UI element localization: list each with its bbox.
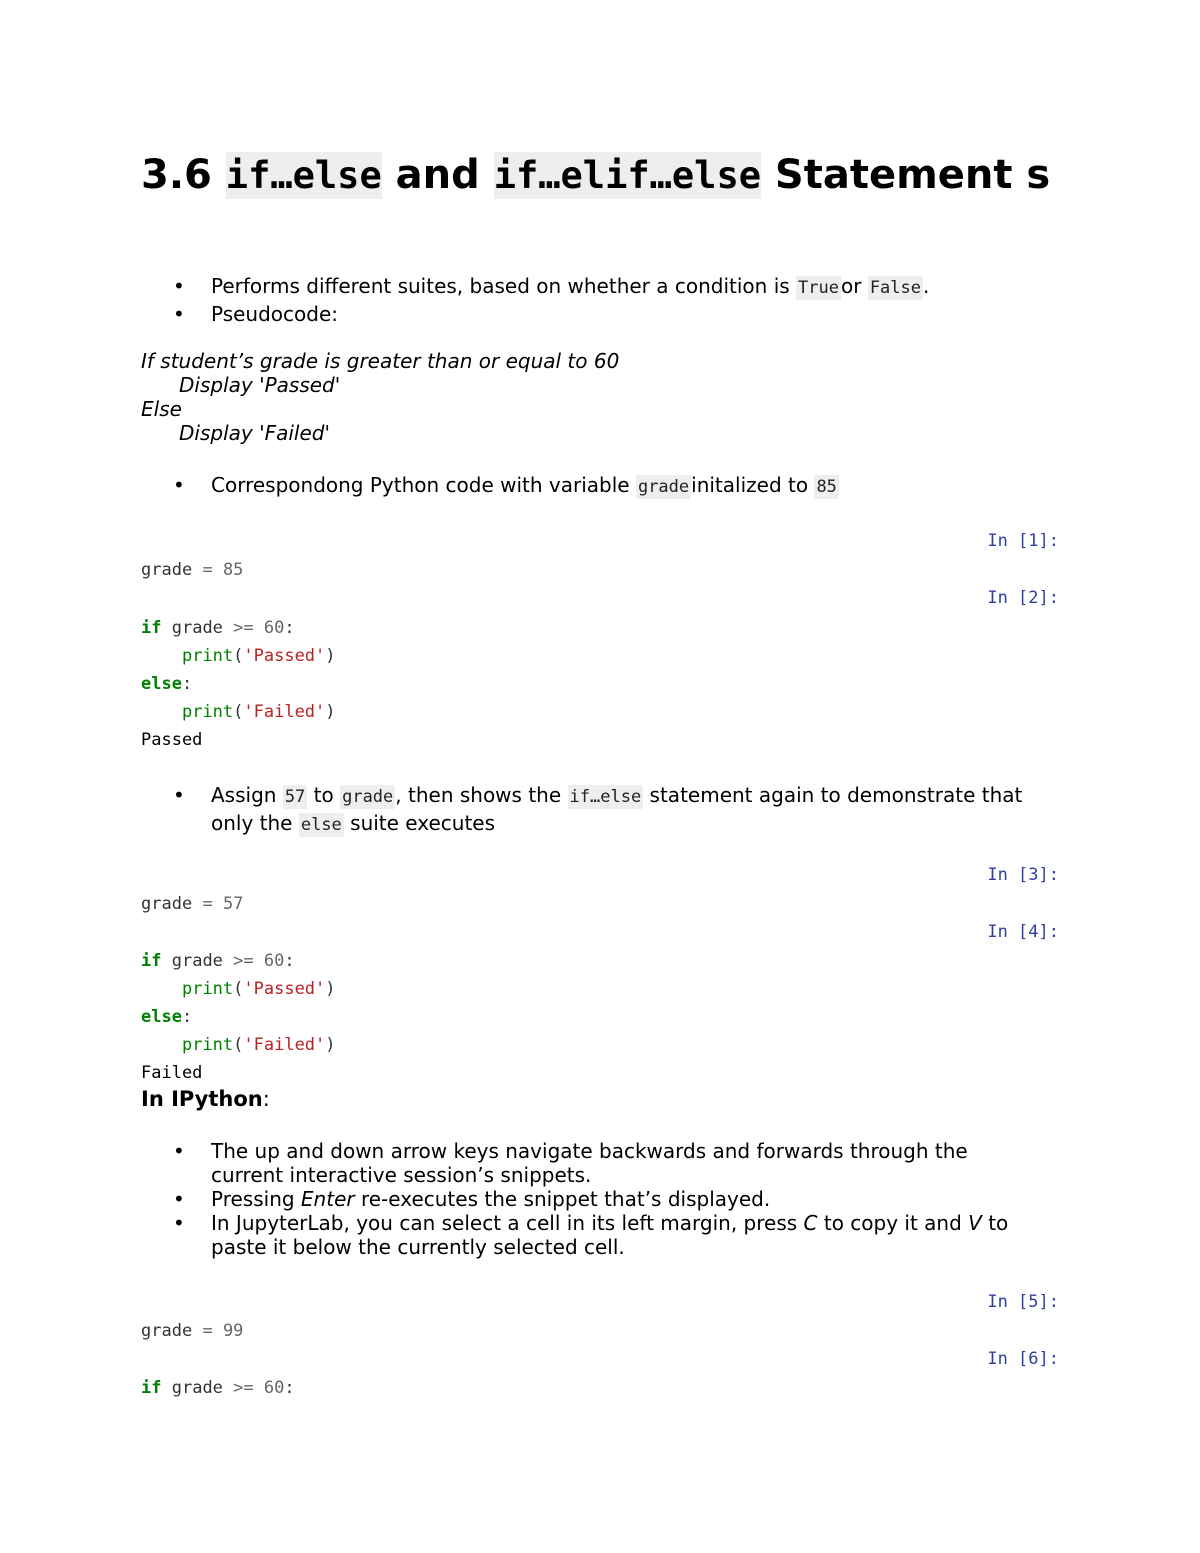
cell-prompt: In [6]:	[987, 1349, 1059, 1369]
assign-list	[141, 782, 1041, 838]
cell-prompt: In [4]:	[987, 922, 1059, 942]
section-heading: In IPython:	[141, 1087, 270, 1111]
python-code-list	[141, 473, 1041, 499]
list-item: • Pressing Enter re-executes the snippet that’s displayed.	[141, 1187, 1041, 1211]
list-item: • The up and down arrow keys navigate backwards and forwards through the current interactive session’s snippets.	[141, 1139, 1041, 1187]
list-item: • In JupyterLab, you can select a cell in its left margin, press C to copy it and V to paste it below the currently selected cell.	[141, 1211, 1041, 1259]
cell-prompt: In [1]:	[987, 531, 1059, 551]
code-cell[interactable]: grade = 57	[141, 894, 244, 914]
pseudocode-line: Else	[141, 397, 182, 421]
cell-output: Failed	[141, 1063, 203, 1083]
cell-prompt: In [2]:	[987, 588, 1059, 608]
cell-prompt: In [3]:	[987, 865, 1059, 885]
page-title: 3.6 if…else and if…elif…else Statement s	[141, 152, 1051, 198]
list-item: • Correspondong Python code with variable grade initalized to 85	[141, 473, 1041, 499]
list-item: • Performs different suites, based on whether a condition is True or False .	[141, 274, 1041, 300]
pseudocode-line: Display 'Failed'	[179, 421, 330, 445]
intro-list	[141, 274, 1041, 326]
list-item: • Assign 57 to grade , then shows the if…else statement again to demonstrate that only the else suite executes	[141, 782, 1041, 838]
pseudocode-line: Display 'Passed'	[179, 373, 341, 397]
pseudocode-block	[141, 349, 619, 445]
ipython-list	[141, 1139, 1041, 1259]
code-cell[interactable]: if grade >= 60: print('Passed') else: print('Failed') Failed	[141, 951, 336, 1083]
cell-output: Passed	[141, 730, 203, 750]
code-cell[interactable]: if grade >= 60:	[141, 1378, 295, 1398]
code-cell[interactable]: grade = 99	[141, 1321, 244, 1341]
list-item: • Pseudocode:	[141, 302, 1041, 326]
pseudocode-line: If student’s grade is greater than or equal to 60	[141, 349, 620, 373]
code-cell[interactable]: if grade >= 60: print('Passed') else: print('Failed') Passed	[141, 618, 336, 750]
code-cell[interactable]: grade = 85	[141, 560, 244, 580]
cell-prompt: In [5]:	[987, 1292, 1059, 1312]
